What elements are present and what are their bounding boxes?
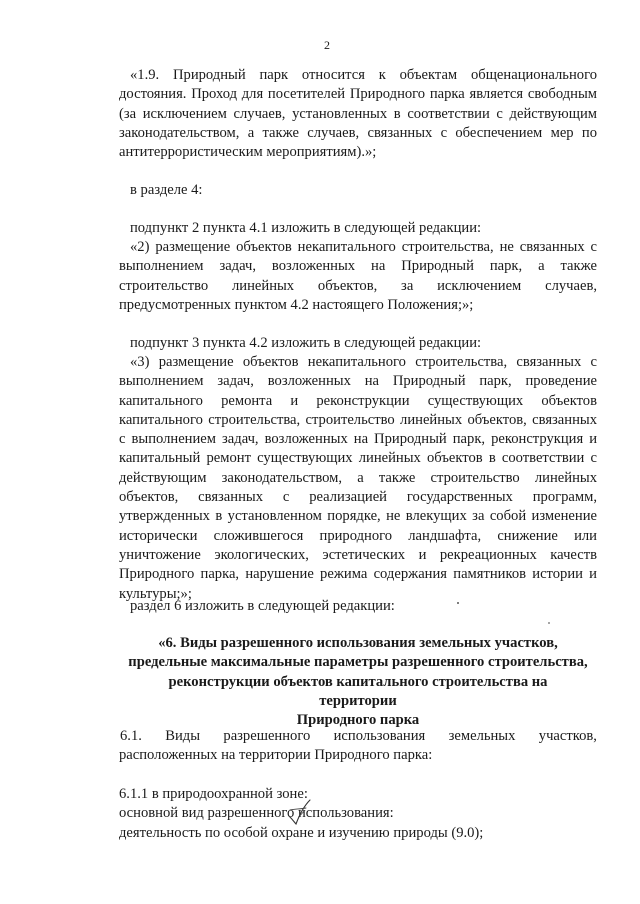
item-6-1-word: 6.1. bbox=[120, 728, 142, 744]
paragraph-1-9: «1.9. Природный парк относится к объектам общенационального достояния. Проход для посетителей Природного парка является свободным (за исключением случаев, установленных в соответствии с действующим законодательством, а также случаев, связанных с обеспечением мер по антитеррористическим мероприятиям).»; bbox=[119, 67, 597, 161]
subitem-2-intro: подпункт 2 пункта 4.1 изложить в следующей редакции: bbox=[130, 220, 482, 236]
subitem-3-text: «3) размещение объектов некапитального строительства, связанных с выполнением задач, возложенных на Природный парк, проведение капитального ремонта и реконструкции существующих объектов капитального строительства, строительство линейных объектов, связанных с выполнением задач, возложенных на Природный парк, реконструкция и капитальный ремонт существующих линейных объектов в соответствии с действующим законодательством, а также строительство линейных объектов, связанных с реализацией государственных программ, утвержденных в установленном порядке, не влекущих за собой изменение исторически сложившегося природного ландшафта, снижение или уничтожение экологических, эстетических и рекреационных качеств Природного парка, нарушение режима содержания памятников истории и культуры;»; bbox=[119, 354, 597, 602]
item-6-1-word: разрешенного bbox=[223, 728, 311, 744]
heading-line: реконструкции объектов капитального строительства на территории bbox=[168, 673, 548, 709]
item-6-1-line-1 bbox=[119, 727, 597, 746]
item-6-1 bbox=[119, 727, 597, 766]
item-6-1-1-line: деятельность по особой охране и изучению природы (9.0); bbox=[119, 824, 484, 841]
section-6-intro: раздел 6 изложить в следующей редакции: bbox=[130, 598, 395, 614]
subitem-2-text: «2) размещение объектов некапитального строительства, не связанных с выполнением задач, возложенных на Природный парк, а также строительство линейных объектов, за исключением случаев, предусмотренных пунктом 4.2 настоящего Положения;»; bbox=[119, 239, 597, 313]
heading-line: «6. Виды разрешенного использования земельных участков, bbox=[158, 635, 558, 651]
item-6-1-word: участков, bbox=[538, 728, 597, 744]
item-6-1-word: использования bbox=[333, 728, 426, 744]
section-4-intro: в разделе 4: bbox=[130, 182, 203, 198]
item-6-1-1-line: 6.1.1 в природоохранной зоне: bbox=[119, 786, 308, 802]
item-6-1-word: Виды bbox=[165, 728, 201, 744]
section-6-heading bbox=[128, 634, 588, 730]
heading-line: предельные максимальные параметры разрешенного строительства, bbox=[128, 654, 588, 671]
item-6-1-1-line: основной вид разрешенного использования: bbox=[119, 805, 394, 822]
item-6-1-1 bbox=[119, 785, 597, 843]
item-6-1-line-2: расположенных на территории Природного парка: bbox=[119, 747, 433, 764]
item-6-1-word: земельных bbox=[448, 728, 516, 744]
subitem-3-intro: подпункт 3 пункта 4.2 изложить в следующей редакции: bbox=[130, 335, 482, 351]
heading-line: Природного парка bbox=[296, 712, 420, 729]
page-number: 2 bbox=[324, 38, 330, 52]
print-speck-icon bbox=[546, 620, 552, 626]
